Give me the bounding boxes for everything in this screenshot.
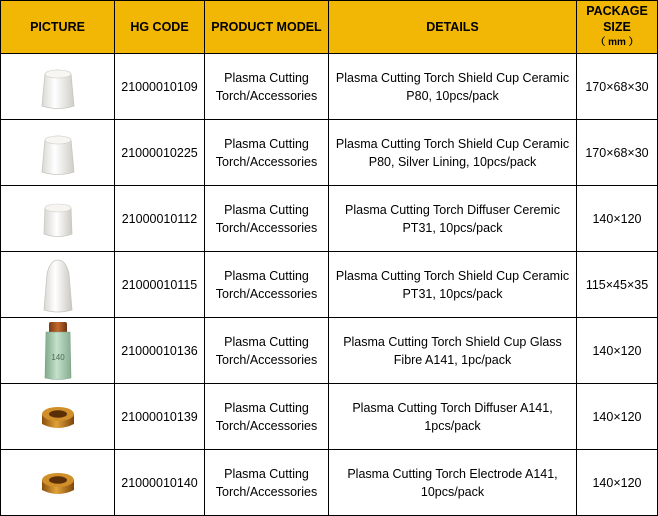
header-product-model: PRODUCT MODEL bbox=[205, 1, 329, 54]
model-cell bbox=[205, 384, 329, 450]
header-package-line3: （ mm ） bbox=[595, 37, 639, 48]
size-cell: 170×68×30 bbox=[577, 54, 658, 120]
hg-code-cell: 21000010140 bbox=[115, 450, 205, 516]
details-cell bbox=[329, 54, 577, 120]
glass-fibre-shield-cup-a141-icon bbox=[40, 320, 76, 382]
details-cell bbox=[329, 450, 577, 516]
ceramic-shield-cup-pt31-icon bbox=[38, 256, 78, 314]
table-row bbox=[1, 186, 658, 252]
table-row bbox=[1, 384, 658, 450]
details-text: Plasma Cutting Torch Shield Cup Ceramic PT31, 10pcs/pack bbox=[335, 268, 570, 301]
details-text: Plasma Cutting Torch Shield Cup Glass Fibre A141, 1pc/pack bbox=[343, 334, 562, 367]
table-row bbox=[1, 450, 658, 516]
details-cell bbox=[329, 318, 577, 384]
size-cell: 140×120 bbox=[577, 186, 658, 252]
model-text: Plasma Cutting Torch/Accessories bbox=[215, 334, 318, 367]
picture-cell bbox=[1, 384, 115, 450]
details-text: Plasma Cutting Torch Electrode A141, 10pcs/pack bbox=[347, 466, 558, 499]
model-cell bbox=[205, 318, 329, 384]
model-cell bbox=[205, 450, 329, 516]
header-hg-code: HG CODE bbox=[115, 1, 205, 54]
header-details: DETAILS bbox=[329, 1, 577, 54]
cup-label: 140 bbox=[50, 352, 65, 362]
model-cell bbox=[205, 54, 329, 120]
details-text: Plasma Cutting Torch Shield Cup Ceramic P80, Silver Lining, 10pcs/pack bbox=[335, 136, 570, 169]
picture-cell bbox=[1, 252, 115, 318]
hg-code-cell: 21000010115 bbox=[115, 252, 205, 318]
picture-cell bbox=[1, 120, 115, 186]
model-cell bbox=[205, 120, 329, 186]
table-row bbox=[1, 120, 658, 186]
picture-cell bbox=[1, 318, 115, 384]
details-text: Plasma Cutting Torch Shield Cup Ceramic P80, 10pcs/pack bbox=[335, 70, 570, 103]
table-row bbox=[1, 252, 658, 318]
hg-code-cell: 21000010139 bbox=[115, 384, 205, 450]
model-text: Plasma Cutting Torch/Accessories bbox=[215, 202, 318, 235]
picture-cell bbox=[1, 54, 115, 120]
model-text: Plasma Cutting Torch/Accessories bbox=[215, 70, 318, 103]
model-text: Plasma Cutting Torch/Accessories bbox=[215, 466, 318, 499]
size-cell: 170×68×30 bbox=[577, 120, 658, 186]
size-cell: 140×120 bbox=[577, 450, 658, 516]
header-row bbox=[1, 1, 658, 54]
details-cell bbox=[329, 186, 577, 252]
header-picture: PICTURE bbox=[1, 1, 115, 54]
picture-cell bbox=[1, 450, 115, 516]
header-package-size bbox=[577, 1, 658, 54]
header-package-line1: PACKAGE bbox=[586, 4, 648, 18]
header-package-line2: SIZE bbox=[603, 20, 631, 34]
diffuser-a141-icon bbox=[38, 400, 78, 434]
hg-code-cell: 21000010136 bbox=[115, 318, 205, 384]
ceramic-diffuser-pt31-icon bbox=[33, 196, 83, 242]
details-cell bbox=[329, 120, 577, 186]
details-cell bbox=[329, 252, 577, 318]
size-cell: 140×120 bbox=[577, 318, 658, 384]
picture-cell bbox=[1, 186, 115, 252]
ceramic-shield-cup-p80-silver-icon bbox=[28, 128, 88, 178]
electrode-a141-icon bbox=[38, 466, 78, 500]
hg-code-cell: 21000010225 bbox=[115, 120, 205, 186]
details-cell bbox=[329, 384, 577, 450]
size-cell: 115×45×35 bbox=[577, 252, 658, 318]
model-cell bbox=[205, 186, 329, 252]
table-row bbox=[1, 54, 658, 120]
hg-code-cell: 21000010109 bbox=[115, 54, 205, 120]
details-text: Plasma Cutting Torch Diffuser A141, 1pcs/pack bbox=[352, 400, 553, 433]
details-text: Plasma Cutting Torch Diffuser Ceremic PT31, 10pcs/pack bbox=[345, 202, 560, 235]
table-row bbox=[1, 318, 658, 384]
ceramic-shield-cup-p80-icon bbox=[28, 62, 88, 112]
model-text: Plasma Cutting Torch/Accessories bbox=[215, 136, 318, 169]
size-cell: 140×120 bbox=[577, 384, 658, 450]
hg-code-cell: 21000010112 bbox=[115, 186, 205, 252]
model-text: Plasma Cutting Torch/Accessories bbox=[215, 400, 318, 433]
model-cell bbox=[205, 252, 329, 318]
model-text: Plasma Cutting Torch/Accessories bbox=[215, 268, 318, 301]
